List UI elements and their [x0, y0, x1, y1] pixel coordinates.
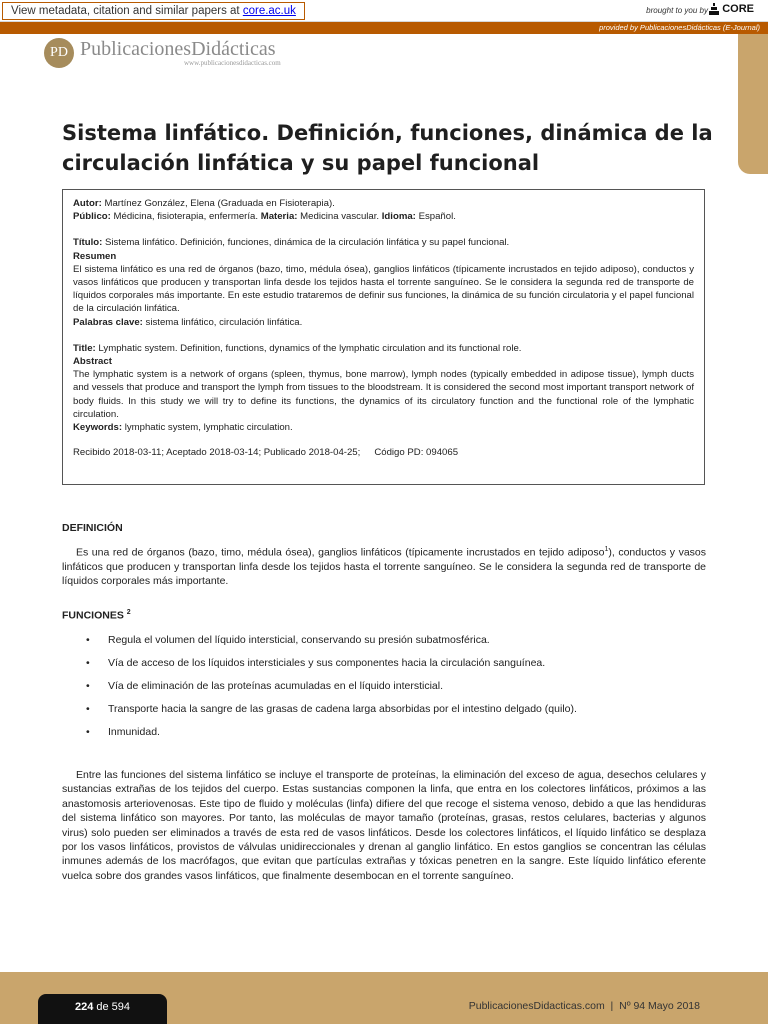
core-link[interactable]: core.ac.uk: [242, 5, 296, 17]
funciones-list: [86, 633, 686, 748]
core-banner: [0, 0, 768, 22]
author-line: Autor: Martínez González, Elena (Graduada en Fisioterapia).: [73, 198, 335, 209]
list-item: • Vía de acceso de los líquidos intersticiales y sus componentes hacia la circulación sanguínea.: [86, 656, 686, 679]
titulo-line: Título: Sistema linfático. Definición, funciones, dinámica de la circulación linfática y su papel funcional.: [73, 237, 510, 249]
publisher-url: www.publicacionesdidacticas.com: [184, 59, 281, 67]
palabras-clave-line: Palabras clave: sistema linfático, circulación linfática.: [73, 316, 303, 328]
keywords-line: Keywords: lymphatic system, lymphatic circulation.: [73, 422, 293, 434]
footnote-ref: 2: [126, 609, 131, 616]
list-item: • Regula el volumen del líquido intersticial, conservando su presión subatmosférica.: [86, 633, 686, 656]
list-item: • Transporte hacia la sangre de las grasas de cadena larga absorbidas por el intestino delgado (quilo).: [86, 702, 686, 725]
page-indicator: 224 de 594: [38, 994, 167, 1024]
resumen-heading: Resumen: [73, 250, 117, 262]
abstract-heading: Abstract: [73, 356, 112, 368]
publisher-name: PublicacionesDidácticas: [80, 38, 276, 60]
brought-by-text: brought to you by: [646, 6, 708, 15]
core-logo[interactable]: [709, 3, 754, 15]
publisher-wordmark: [80, 39, 281, 67]
list-item: • Vía de eliminación de las proteínas acumuladas en el líquido intersticial.: [86, 679, 686, 702]
title-en-line: Title: Lymphatic system. Definition, functions, dynamics of the lymphatic circulation and its functional role.: [73, 342, 522, 354]
publisher-logo[interactable]: [44, 38, 281, 68]
abstract-text: The lymphatic system is a network of organs (spleen, thymus, bone marrow), lymph nodes (typically embedded in adipose tissue), lymph ducts and vessels that produce and transport the lymph from tissues to the bloodstream. It is considered the second most important transport network of body fluids. In this study we will try to define its functions, the dynamics of its circulatory function and the functional role of the lymphatic circulation.: [73, 369, 694, 420]
footnote-ref: 1: [604, 546, 609, 553]
core-name: CORE: [722, 3, 754, 15]
definicion-heading: DEFINICIÓN: [62, 522, 123, 534]
dates-line: Recibido 2018-03-11; Aceptado 2018-03-14; Publicado 2018-04-25; Código PD: 094065: [73, 447, 459, 459]
metadata-prefix: View metadata, citation and similar papers at: [11, 5, 240, 17]
metadata-box: [2, 2, 305, 20]
article-title: Sistema linfático. Definición, funciones, dinámica de la circulación linfática y su papel funcional: [62, 121, 713, 175]
list-item: • Inmunidad.: [86, 725, 686, 748]
provided-by-text: provided by PublicacionesDidácticas (E-Journal): [599, 23, 760, 32]
core-logo-icon: [709, 3, 719, 15]
funciones-heading: FUNCIONES $^2$: [62, 609, 131, 622]
definicion-paragraph: Es una red de órganos (bazo, timo, médula ósea), ganglios linfáticos (típicamente incrustados en tejido adiposo$^1$), conductos y vasos linfáticos que producen y transportan linfa desde los tejidos hasta el torrente sanguíneo. Se le considera la segunda red de transporte de líquidos corporales más importante.: [62, 546, 706, 588]
audience-line: Público: Médicina, fisioterapia, enfermería. Materia: Medicina vascular. Idioma: Español.: [73, 211, 456, 223]
side-tab: [738, 34, 768, 174]
resumen-text: El sistema linfático es una red de órganos (bazo, timo, médula ósea), ganglios linfáticos (típicamente incrustados en tejido adiposo), conductos y vasos linfáticos que producen y transportan linfa desde los tejidos hasta el torrente sanguíneo. Se le considera la segunda red de transporte de líquidos corporales más importante. En este estudio trataremos de definir sus funciones, la dinámica de su función circulatoria y el papel funcional de la circulación linfática.: [73, 263, 694, 315]
journal-issue: PublicacionesDidacticas.com | Nº 94 Mayo 2018: [468, 1000, 700, 1012]
publisher-logo-icon: PD: [44, 38, 74, 68]
pd-code: Código PD: 094065: [374, 447, 459, 459]
funciones-paragraph: Entre las funciones del sistema linfático se incluye el transporte de proteínas, la eliminación del exceso de agua, desechos celulares y sustancias extrañas de los tejidos del cuerpo. Estas sustancias componen la linfa, que entra en los colectores linfáticos, próximos a las anastomosis arteriovenosas. Este tipo de fluido y moléculas (linfa) difiere del que recoge el sistema venoso, debido a que las hendiduras del sistema linfático son mayores. Por tanto, las moléculas de mayor tamaño (proteínas, grasas, restos celulares, bacterias y algunos virus) solo pueden ser eliminados a través de esta red de vasos linfáticos. Desde los colectores linfáticos, el líquido linfático se desplaza por los vasos linfáticos, provistos de válvulas unidireccionales y drenan al ganglio linfático. En estos ganglios se concentran las células inmunes además de los macrófagos, que evitan que partículas extrañas y tóxicas penetren en la sangre. Este líquido linfático eferente vuelca sobre dos grandes vasos linfáticos, que finalmente desembocan en el torrente sanguíneo.: [62, 769, 706, 882]
abstract-box: [62, 189, 705, 485]
provided-by-bar: [0, 22, 768, 34]
